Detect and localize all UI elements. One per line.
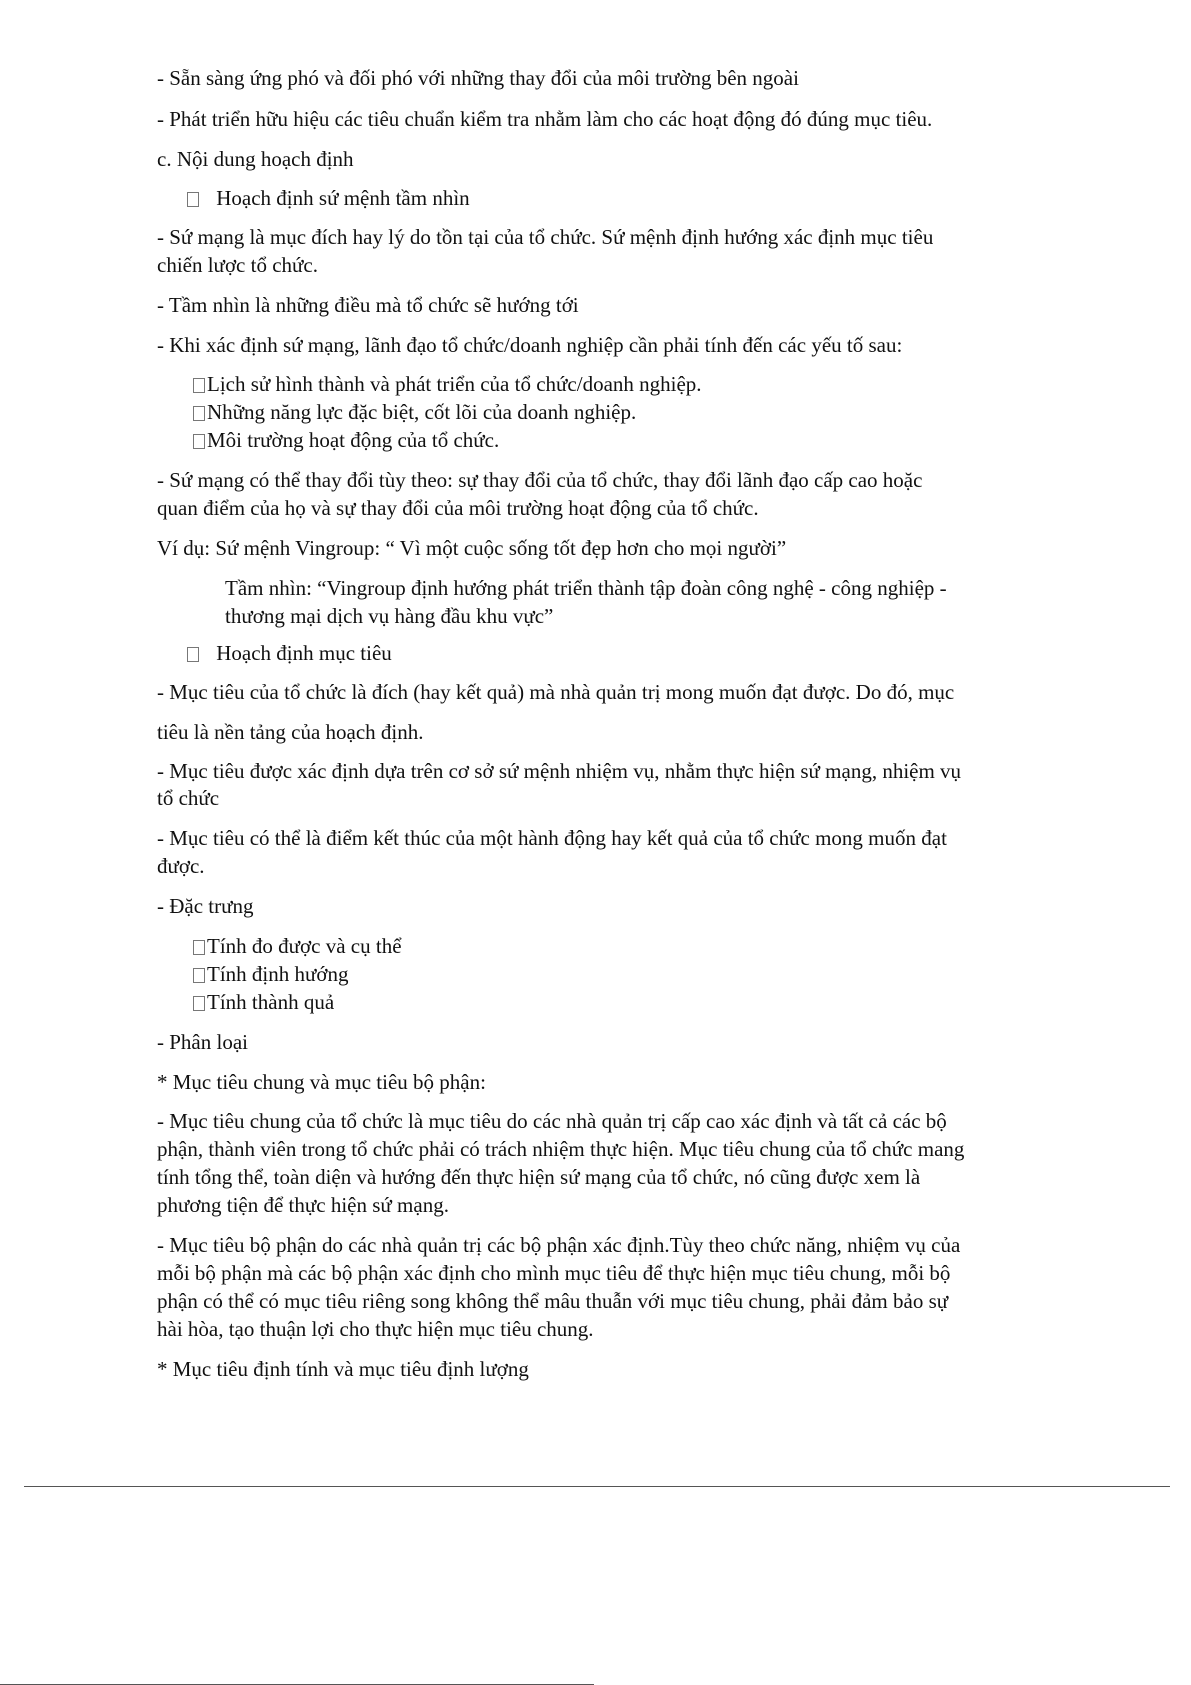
bullet-label: Những năng lực đặc biệt, cốt lõi của doanh nghiệp. bbox=[207, 400, 637, 424]
bullet-item bbox=[193, 934, 402, 958]
text-line: tính tổng thể, toàn diện và hướng đến thực hiện sứ mạng của tổ chức, nó cũng được xem là bbox=[157, 1165, 921, 1189]
page-divider bbox=[24, 1486, 1170, 1487]
checkbox-glyph-icon bbox=[187, 192, 199, 207]
bullet-label: Tính định hướng bbox=[207, 962, 349, 986]
checkbox-glyph-icon bbox=[193, 996, 205, 1011]
section-heading: c. Nội dung hoạch định bbox=[157, 147, 354, 171]
checkbox-glyph-icon bbox=[193, 406, 205, 421]
text-line: - Mục tiêu chung của tổ chức là mục tiêu do các nhà quản trị cấp cao xác định và tất cả các bộ bbox=[157, 1109, 947, 1133]
text-line: - Mục tiêu của tổ chức là đích (hay kết quả) mà nhà quản trị mong muốn đạt được. Do đó, mục bbox=[157, 680, 955, 704]
text-line: tiêu là nền tảng của hoạch định. bbox=[157, 720, 424, 744]
text-line: - Sứ mạng là mục đích hay lý do tồn tại của tổ chức. Sứ mệnh định hướng xác định mục tiêu bbox=[157, 225, 934, 249]
text-line: phận có thể có mục tiêu riêng song không thể mâu thuẫn với mục tiêu chung, phải đảm bảo sự bbox=[157, 1289, 949, 1313]
text-line: tổ chức bbox=[157, 786, 220, 810]
bullet-label: Lịch sử hình thành và phát triển của tổ chức/doanh nghiệp. bbox=[207, 372, 702, 396]
text-line: * Mục tiêu chung và mục tiêu bộ phận: bbox=[157, 1070, 486, 1094]
text-line: Tầm nhìn: “Vingroup định hướng phát triển thành tập đoàn công nghệ - công nghiệp - bbox=[225, 576, 947, 600]
text-line: - Mục tiêu được xác định dựa trên cơ sở sứ mệnh nhiệm vụ, nhằm thực hiện sứ mạng, nhiệm vụ bbox=[157, 759, 962, 783]
text-line: - Tầm nhìn là những điều mà tổ chức sẽ hướng tới bbox=[157, 293, 579, 317]
text-line: - Mục tiêu bộ phận do các nhà quản trị các bộ phận xác định.Tùy theo chức năng, nhiệm vụ của bbox=[157, 1233, 961, 1257]
text-line: - Đặc trưng bbox=[157, 894, 254, 918]
subheading-item bbox=[187, 186, 470, 210]
bullet-item bbox=[193, 990, 334, 1014]
bullet-label: Tính đo được và cụ thể bbox=[207, 934, 402, 958]
checkbox-glyph-icon bbox=[193, 378, 205, 393]
text-line: Ví dụ: Sứ mệnh Vingroup: “ Vì một cuộc sống tốt đẹp hơn cho mọi người” bbox=[157, 536, 787, 560]
text-line: phận, thành viên trong tổ chức phải có trách nhiệm thực hiện. Mục tiêu chung của tổ chức mang bbox=[157, 1137, 965, 1161]
checkbox-glyph-icon bbox=[193, 434, 205, 449]
text-line: - Sẵn sàng ứng phó và đối phó với những thay đổi của môi trường bên ngoài bbox=[157, 66, 799, 90]
text-line: * Mục tiêu định tính và mục tiêu định lượng bbox=[157, 1357, 529, 1381]
bullet-label: Tính thành quả bbox=[207, 990, 335, 1014]
checkbox-glyph-icon bbox=[193, 968, 205, 983]
text-line: thương mại dịch vụ hàng đầu khu vực” bbox=[225, 604, 554, 628]
text-line: - Mục tiêu có thể là điểm kết thúc của một hành động hay kết quả của tổ chức mong muốn đạt bbox=[157, 826, 947, 850]
text-line: - Phát triển hữu hiệu các tiêu chuẩn kiểm tra nhằm làm cho các hoạt động đó đúng mục tiêu. bbox=[157, 107, 933, 131]
text-line: hài hòa, tạo thuận lợi cho thực hiện mục tiêu chung. bbox=[157, 1317, 594, 1341]
subheading-item bbox=[187, 641, 392, 665]
text-line: - Phân loại bbox=[157, 1030, 248, 1054]
text-line: chiến lược tổ chức. bbox=[157, 253, 318, 277]
checkbox-glyph-icon bbox=[187, 647, 199, 662]
text-line: mỗi bộ phận mà các bộ phận xác định cho mình mục tiêu để thực hiện mục tiêu chung, mỗi bộ bbox=[157, 1261, 951, 1285]
bullet-item bbox=[193, 428, 499, 452]
bullet-item bbox=[193, 962, 348, 986]
subheading-label: Hoạch định sứ mệnh tầm nhìn bbox=[216, 186, 470, 210]
text-line: quan điểm của họ và sự thay đổi của môi trường hoạt động của tổ chức. bbox=[157, 496, 759, 520]
text-line: - Khi xác định sứ mạng, lãnh đạo tổ chức/doanh nghiệp cần phải tính đến các yếu tố sau: bbox=[157, 333, 903, 357]
subheading-label: Hoạch định mục tiêu bbox=[216, 641, 392, 665]
bullet-item bbox=[193, 400, 636, 424]
bullet-item bbox=[193, 372, 702, 396]
text-line: phương tiện để thực hiện sứ mạng. bbox=[157, 1193, 449, 1217]
text-line: được. bbox=[157, 854, 205, 878]
checkbox-glyph-icon bbox=[193, 940, 205, 955]
text-line: - Sứ mạng có thể thay đổi tùy theo: sự thay đổi của tổ chức, thay đổi lãnh đạo cấp cao hoặc bbox=[157, 468, 923, 492]
bullet-label: Môi trường hoạt động của tổ chức. bbox=[207, 428, 500, 452]
